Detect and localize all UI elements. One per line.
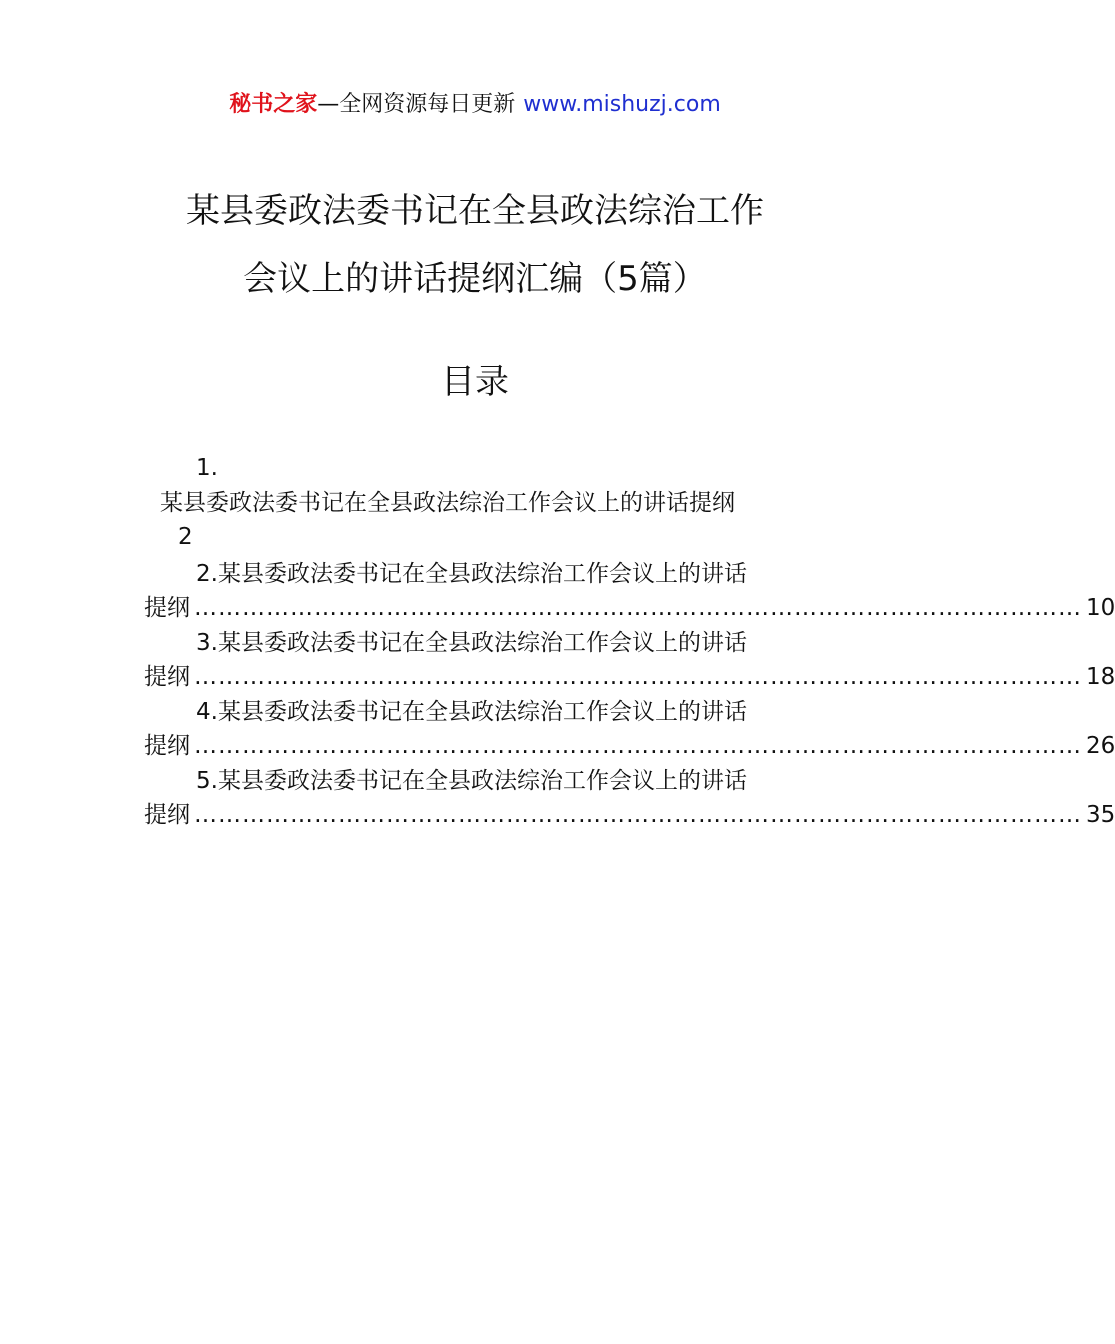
document-title-line-2: 会议上的讲话提纲汇编（5篇） xyxy=(243,259,707,299)
toc-dot-leader: ………………………………………………………………………………………………… xyxy=(194,733,1082,759)
toc-entry-3-title[interactable]: 3.某县委政法委书记在全县政法综治工作会议上的讲话 xyxy=(196,630,747,656)
toc-entry-5-title[interactable]: 5.某县委政法委书记在全县政法综治工作会议上的讲话 xyxy=(196,768,747,794)
toc-heading: 目录 xyxy=(441,362,509,402)
toc-entry-3-title-cont: 提纲 xyxy=(144,664,190,690)
toc-entry-1-number[interactable]: 1. xyxy=(196,455,218,481)
toc-entry-5-title-cont: 提纲 xyxy=(144,802,190,828)
toc-entry-2-row[interactable] xyxy=(144,591,1115,625)
header-slogan: 全网资源每日更新 xyxy=(339,92,516,117)
toc-dot-leader: ………………………………………………………………………………………………… xyxy=(194,595,1082,621)
toc-entry-3-row[interactable] xyxy=(144,660,1115,694)
toc-entry-2-title-cont: 提纲 xyxy=(144,595,190,621)
header-url-link[interactable]: www.mishuzj.com xyxy=(523,92,721,117)
toc-entry-4-title-cont: 提纲 xyxy=(144,733,190,759)
document-title-line-1: 某县委政法委书记在全县政法综治工作 xyxy=(186,191,764,231)
header-brand: 秘书之家 xyxy=(229,92,318,117)
toc-entry-2-page: 10 xyxy=(1086,595,1115,621)
toc-entry-1-title[interactable]: 某县委政法委书记在全县政法综治工作会议上的讲话提纲 xyxy=(160,490,735,516)
toc-entry-3-page: 18 xyxy=(1086,664,1115,690)
toc-dot-leader: ………………………………………………………………………………………………… xyxy=(194,664,1082,690)
toc-entry-4-row[interactable] xyxy=(144,729,1115,763)
toc-entry-4-title[interactable]: 4.某县委政法委书记在全县政法综治工作会议上的讲话 xyxy=(196,699,747,725)
toc-entry-5-page: 35 xyxy=(1086,802,1115,828)
toc-entry-5-row[interactable] xyxy=(144,798,1115,832)
toc-entry-1-page[interactable]: 2 xyxy=(178,524,193,550)
toc-dot-leader: ………………………………………………………………………………………………… xyxy=(194,802,1082,828)
toc-entry-2-title[interactable]: 2.某县委政法委书记在全县政法综治工作会议上的讲话 xyxy=(196,561,747,587)
toc-entry-4-page: 26 xyxy=(1086,733,1115,759)
site-header xyxy=(0,88,950,122)
header-separator: — xyxy=(317,92,340,117)
